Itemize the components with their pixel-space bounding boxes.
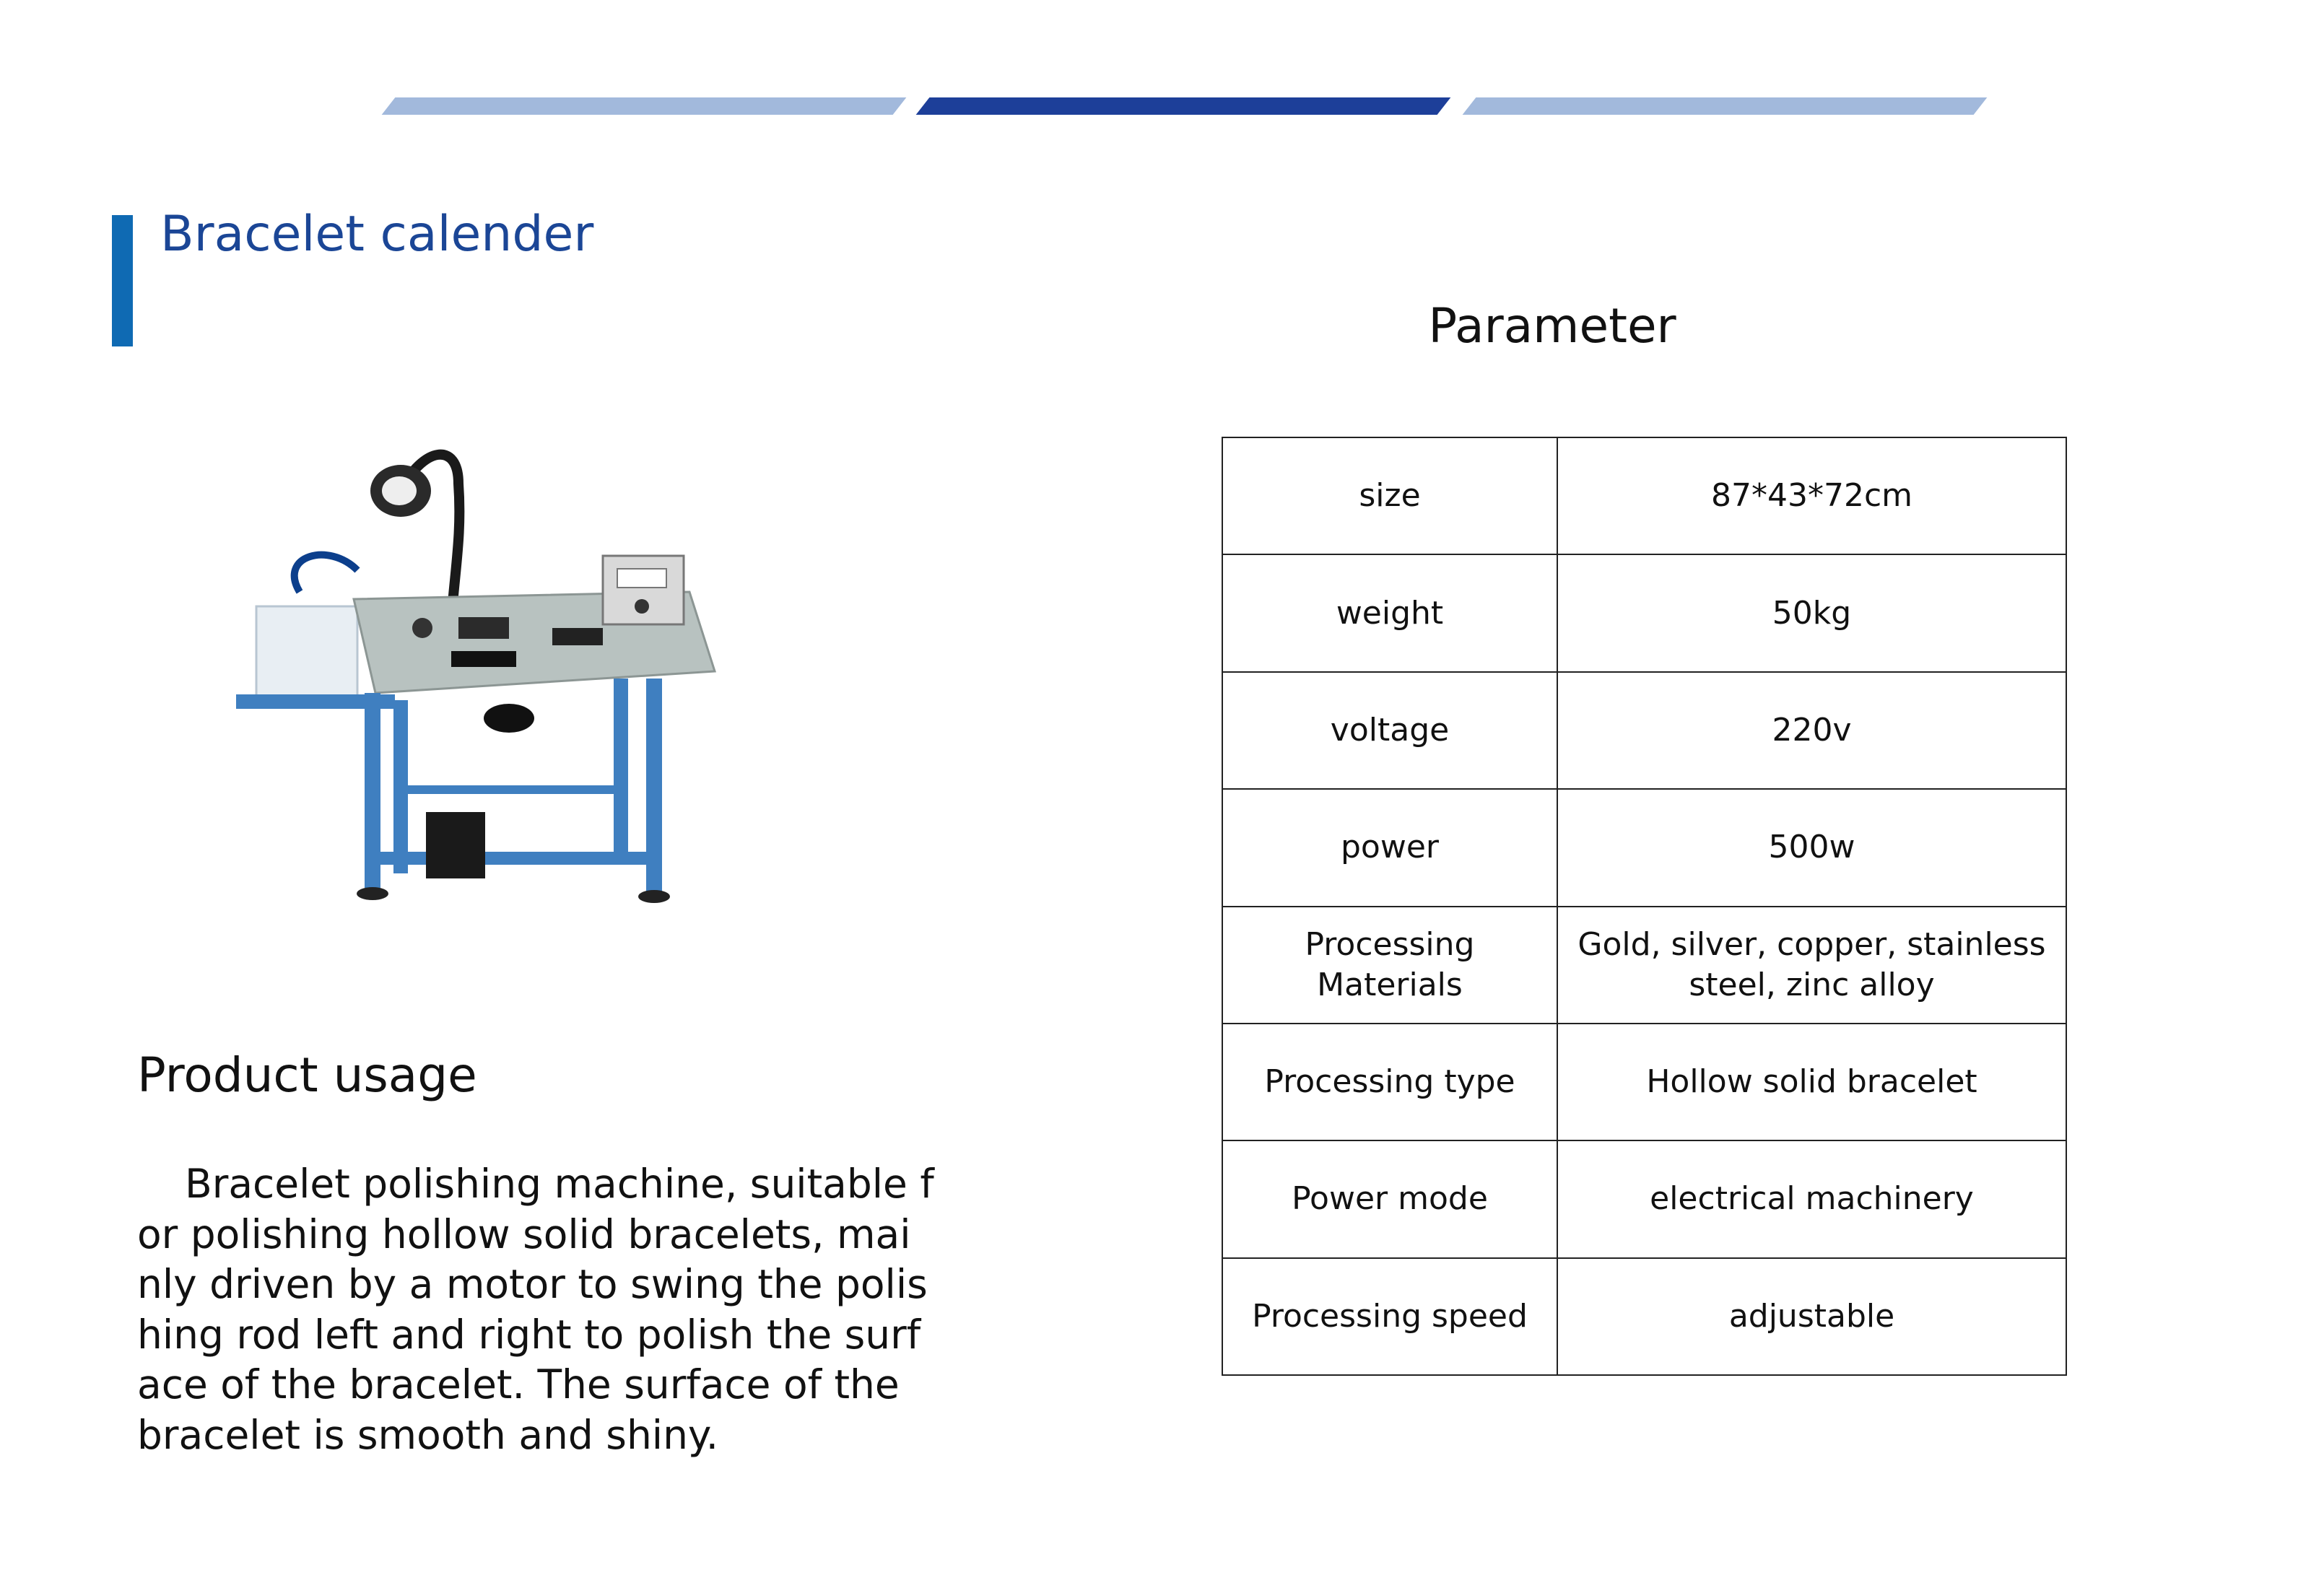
table-row <box>1222 907 2066 1024</box>
param-label-power: power <box>1222 789 1557 906</box>
param-label-processing-materials: Processing Materials <box>1222 907 1557 1024</box>
decorative-bar-right <box>1463 97 1988 115</box>
param-value-power-mode: electrical machinery <box>1557 1140 2066 1257</box>
param-value-weight: 50kg <box>1557 554 2066 671</box>
table-row <box>1222 672 2066 789</box>
product-usage-heading: Product usage <box>137 1047 477 1103</box>
param-label-processing-type: Processing type <box>1222 1024 1557 1140</box>
param-value-voltage: 220v <box>1557 672 2066 789</box>
param-label-voltage: voltage <box>1222 672 1557 789</box>
decorative-bar-left <box>382 97 907 115</box>
decorative-bar-center <box>916 97 1451 115</box>
param-value-processing-materials: Gold, silver, copper, stainless steel, zinc alloy <box>1557 907 2066 1024</box>
machine-illustration <box>236 455 715 903</box>
table-row <box>1222 789 2066 906</box>
param-label-processing-speed: Processing speed <box>1222 1258 1557 1375</box>
parameter-table <box>1222 437 2067 1376</box>
table-row <box>1222 554 2066 671</box>
param-label-weight: weight <box>1222 554 1557 671</box>
page-title: Bracelet calender <box>160 206 594 263</box>
param-value-power: 500w <box>1557 789 2066 906</box>
table-row <box>1222 1258 2066 1375</box>
param-value-processing-type: Hollow solid bracelet <box>1557 1024 2066 1140</box>
bracelet-machine-photo <box>170 390 819 946</box>
param-value-processing-speed: adjustable <box>1557 1258 2066 1375</box>
title-accent-bar <box>112 215 133 346</box>
product-usage-text: Bracelet polishing machine, suitable for polishing hollow solid bracelets, mainly driven by a motor to swing the polishing rod left and right to polish the surface of the bracelet. The surface of the bracelet is smooth and shiny. <box>137 1161 934 1458</box>
parameter-title: Parameter <box>1428 298 1676 354</box>
table-row <box>1222 1024 2066 1140</box>
table-row <box>1222 1140 2066 1257</box>
param-label-power-mode: Power mode <box>1222 1140 1557 1257</box>
param-label-size: size <box>1222 437 1557 554</box>
table-row <box>1222 437 2066 554</box>
param-value-size: 87*43*72cm <box>1557 437 2066 554</box>
